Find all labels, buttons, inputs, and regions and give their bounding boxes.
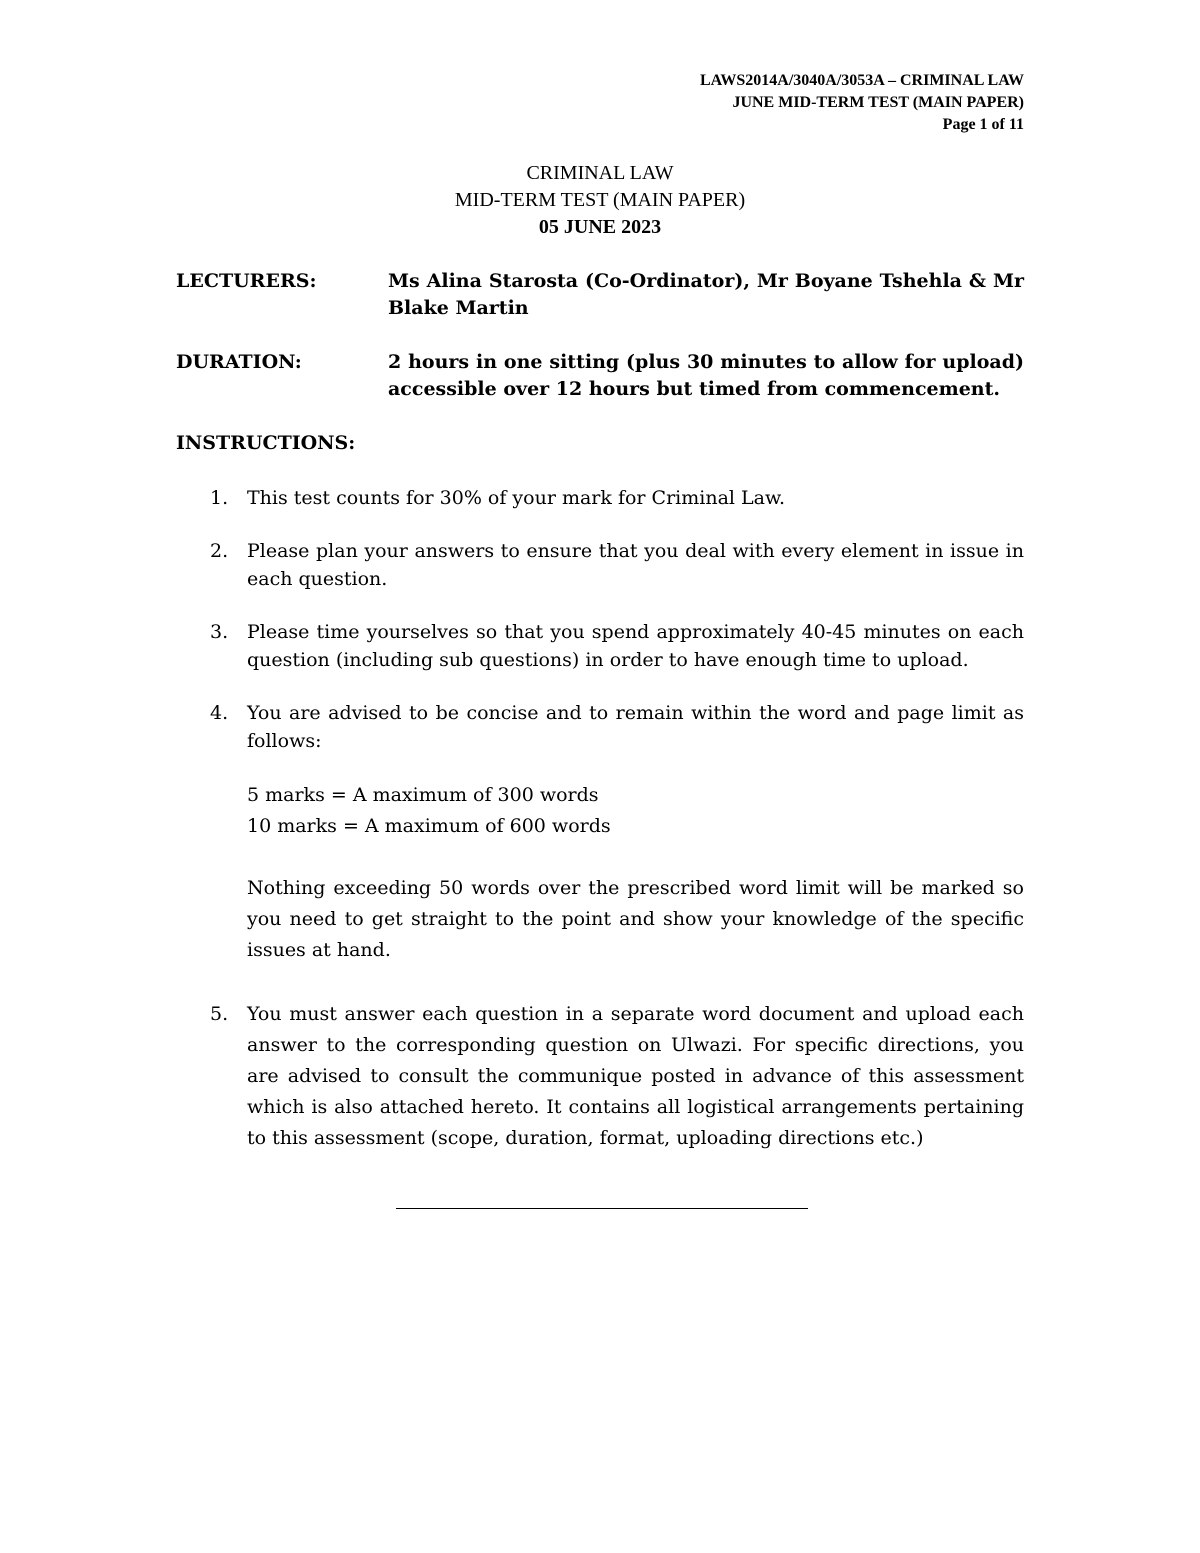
duration-value: 2 hours in one sitting (plus 30 minutes to allow for upload) accessible over 12 hours but timed from commencement. <box>388 351 1024 400</box>
instruction-number: 4. <box>210 702 229 724</box>
instruction-number: 5. <box>210 1003 229 1025</box>
instruction-number: 1. <box>210 487 229 509</box>
lecturers-value: Ms Alina Starosta (Co-Ordinator), Mr Boyane Tshehla & Mr Blake Martin <box>388 270 1024 319</box>
word-limit-line: 10 marks = A maximum of 600 words <box>247 815 611 837</box>
title-subject: CRIMINAL LAW <box>526 162 674 184</box>
title-test-name: MID-TERM TEST (MAIN PAPER) <box>454 189 746 211</box>
title-date: 05 JUNE 2023 <box>538 216 662 238</box>
instruction-number: 2. <box>210 540 229 562</box>
instruction-text: Please plan your answers to ensure that you deal with every element in issue in each question. <box>247 540 1024 590</box>
duration-label: DURATION: <box>176 351 302 373</box>
running-header <box>700 70 1024 136</box>
instruction-text: This test counts for 30% of your mark for Criminal Law. <box>247 487 786 509</box>
title-block <box>0 160 1200 241</box>
word-limit-line: 5 marks = A maximum of 300 words <box>247 784 599 806</box>
section-divider <box>396 1208 808 1209</box>
header-page-number: Page 1 of 11 <box>942 116 1024 133</box>
header-paper-title: JUNE MID-TERM TEST (MAIN PAPER) <box>732 94 1024 111</box>
lecturers-label: LECTURERS: <box>176 270 317 292</box>
instruction-text: You must answer each question in a separate word document and upload each answer to the corresponding question on Ulwazi. For specific directions, you are advised to consult the communique posted in advance of this assessment which is also attached hereto. It contains all logistical arrangements pertaining to this assessment (scope, duration, format, uploading directions etc.) <box>247 1003 1024 1149</box>
instructions-heading: INSTRUCTIONS: <box>176 432 356 454</box>
word-limit-note: Nothing exceeding 50 words over the prescribed word limit will be marked so you need to get straight to the point and show your knowledge of the specific issues at hand. <box>247 877 1024 961</box>
instruction-number: 3. <box>210 621 229 643</box>
word-limits <box>247 780 1024 842</box>
instruction-text: Please time yourselves so that you spend approximately 40-45 minutes on each question (including sub questions) in order to have enough time to upload. <box>247 621 1024 671</box>
header-course-code: LAWS2014A/3040A/3053A – CRIMINAL LAW <box>699 72 1024 89</box>
instruction-text: You are advised to be concise and to remain within the word and page limit as follows: <box>247 702 1024 752</box>
